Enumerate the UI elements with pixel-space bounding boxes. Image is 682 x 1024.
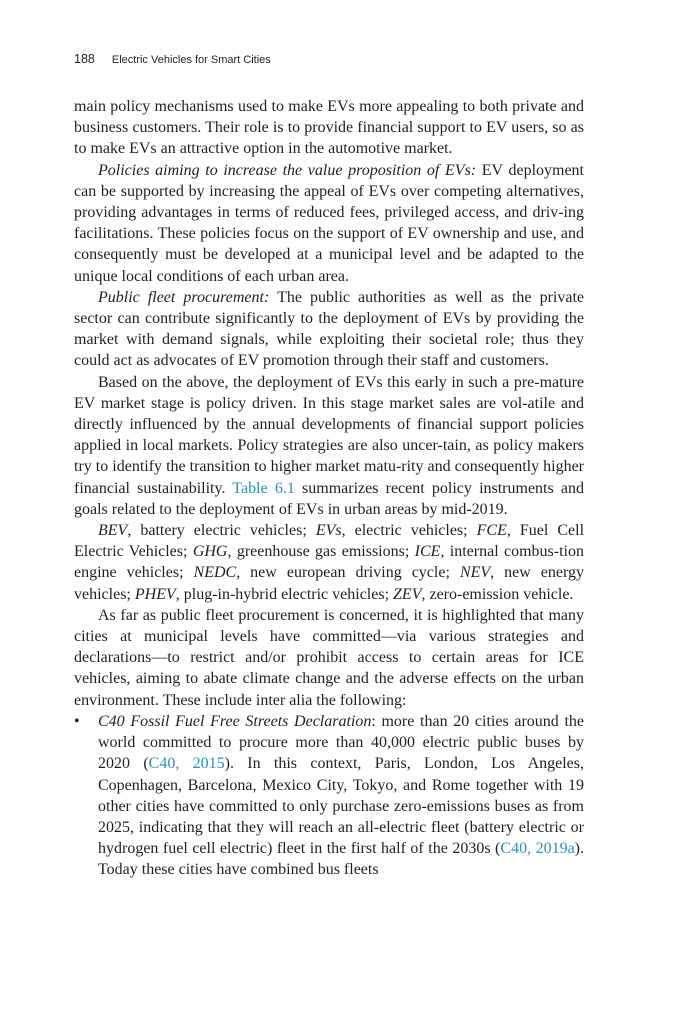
paragraph-value-proposition [74, 160, 584, 287]
abbr-term: FCE [476, 522, 507, 540]
abbr-definition: , zero-emission vehicle. [421, 585, 574, 603]
paragraph-policy-driven [74, 372, 584, 520]
running-header [74, 51, 271, 68]
paragraph-intro [74, 96, 584, 160]
body-text [74, 96, 584, 881]
abbr-term: GHG [192, 543, 228, 561]
abbr-term: BEV [98, 522, 128, 540]
paragraph-public-fleet-text: The public authorities as well as the private sector can contribute significantly to the deployment of EVs by providing the market with demand signals, while exploiting their societal role; thus they could act as advocates of EV promotion through their staff and customers. [74, 288, 585, 370]
paragraph-value-proposition-text: EV deployment can be supported by increasing the appeal of EVs over competing alternatives, providing advantages in terms of reduced fees, privileged access, and driv-ing facilitations. These policies focus on the support of EV ownership and use, and consequently must be developed at a municipal level and be adapted to the unique local conditions of each urban area. [74, 161, 585, 285]
list-item-text-a: : more than 20 cities around the world committed to procure more than 40,000 electric public buses by 2020 ( [98, 712, 584, 773]
paragraph-public-fleet [74, 287, 584, 372]
paragraph-abbreviations [74, 520, 584, 605]
abbr-term: EVs [315, 522, 342, 540]
abbr-definition: , greenhouse gas emissions; [227, 543, 415, 561]
abbr-term: NEDC [193, 564, 237, 582]
abbr-term: ICE [414, 543, 441, 561]
abbr-term: NEV [459, 564, 491, 582]
paragraph-fleet-procurement [74, 605, 584, 711]
paragraph-policy-driven-text-a: Based on the above, the deployment of EVs this early in such a pre-mature EV market stage is policy driven. In this stage market sales are vol-atile and directly influenced by the annual developments of financial support policies applied in local markets. Policy strategies are also uncer-tain, as policy makers try to identify the transition to higher market matu-rity and consequently higher financial sustainability. [74, 373, 584, 497]
paragraph-value-proposition-heading: Policies aiming to increase the value proposition of EVs: [98, 161, 477, 179]
bullet-marker: • [74, 712, 80, 730]
paragraph-fleet-procurement-text: As far as public fleet procurement is concerned, it is highlighted that many cities at municipal levels have committed—via various strategies and declarations—to restrict and/or prohibit access to certain areas for ICE vehicles, aiming to abate climate change and the adverse effects on the urban environment. These include inter alia the following: [74, 606, 584, 709]
paragraph-policy-driven-text-b: summarizes recent policy instruments and goals related to the deployment of EVs in urban areas by mid-2019. [74, 479, 585, 518]
bullet-list [74, 711, 584, 881]
list-item-text-c: ). Today these cities have combined bus fleets [98, 840, 584, 879]
abbr-definition: , electric vehicles; [341, 522, 477, 540]
list-item [74, 711, 584, 881]
citation-link[interactable]: C40, 2019a [500, 840, 575, 858]
paragraph-public-fleet-heading: Public fleet procurement: [98, 288, 270, 306]
citation-link[interactable]: C40, 2015 [148, 755, 225, 773]
abbr-definition: , new energy vehicles; [74, 564, 585, 603]
abbr-definition: , Fuel Cell Electric Vehicles; [74, 522, 585, 561]
table-reference-link[interactable]: Table 6.1 [232, 479, 295, 497]
page-number: 188 [74, 52, 95, 66]
abbr-definition: , plug-in-hybrid electric vehicles; [175, 585, 394, 603]
abbr-term: PHEV [134, 585, 176, 603]
abbr-definition: , internal combus-tion engine vehicles; [74, 543, 585, 582]
list-item-text-b: ). In this context, Paris, London, Los Angeles, Copenhagen, Barcelona, Mexico City, Tokyo, and Rome together with 19 other cities have committed to only purchase zero-emissions buses as from 2025, indicating that they will reach an all-electric fleet (battery electric or hydrogen fuel cell electric) fleet in the first half of the 2030s ( [98, 755, 584, 858]
abbr-definition: , battery electric vehicles; [127, 522, 316, 540]
abbr-definition: , new european driving cycle; [236, 564, 460, 582]
running-title: Electric Vehicles for Smart Cities [111, 54, 271, 66]
list-item-heading: C40 Fossil Fuel Free Streets Declaration [98, 712, 372, 730]
paragraph-intro-text: main policy mechanisms used to make EVs more appealing to both private and business customers. Their role is to provide financial support to EV users, so as to make EVs an attractive option in the automotive market. [74, 98, 584, 158]
abbr-term: ZEV [393, 585, 422, 603]
